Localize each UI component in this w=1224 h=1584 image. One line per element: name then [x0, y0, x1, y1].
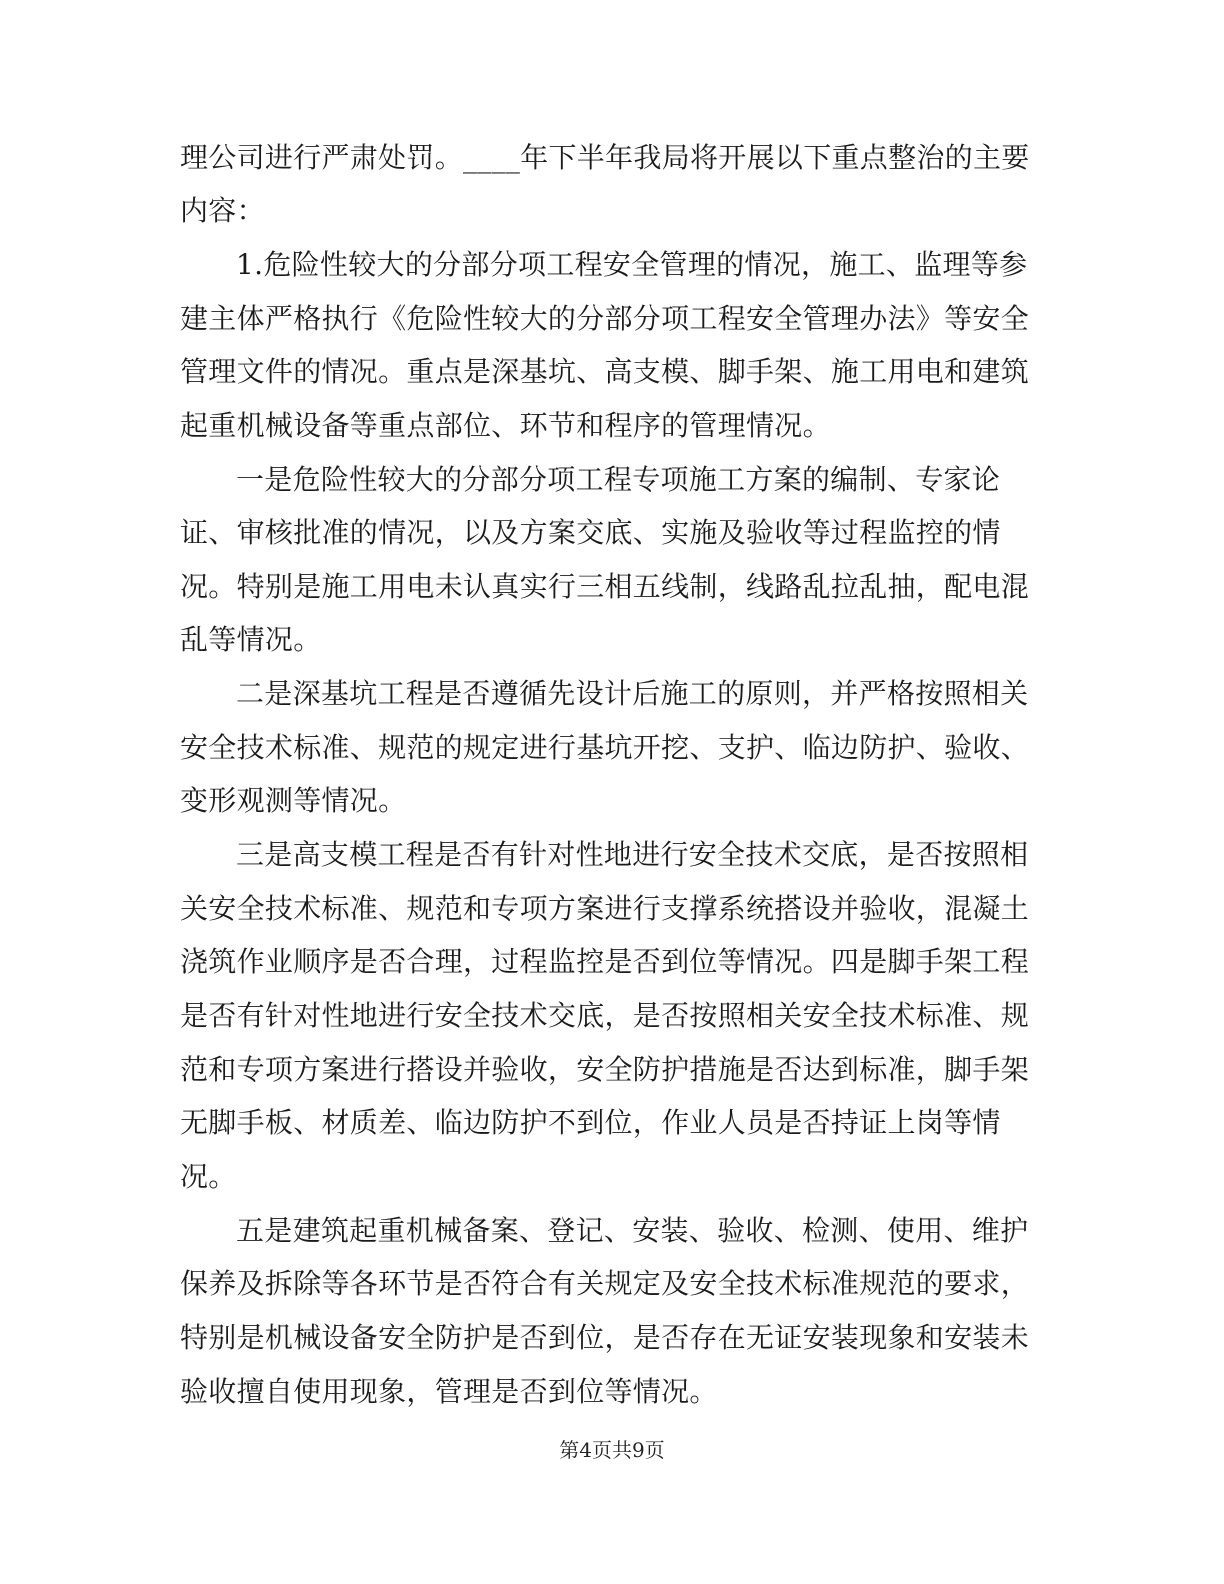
text-line: 验收擅自使用现象，管理是否到位等情况。 — [180, 1375, 718, 1408]
text-line: 二是深基坑工程是否遵循先设计后施工的原则，并严格按照相关 — [236, 677, 1029, 710]
text-line: 保养及拆除等各环节是否符合有关规定及安全技术标准规范的要求， — [180, 1267, 1030, 1300]
text-line: 三是高支模工程是否有针对性地进行安全技术交底，是否按照相 — [236, 838, 1029, 871]
text-line: 况。特别是施工用电未认真实行三相五线制，线路乱拉乱抽，配电混 — [180, 570, 1030, 603]
text-line: 管理文件的情况。重点是深基坑、高支模、脚手架、施工用电和建筑 — [180, 355, 1030, 388]
text-line: 乱等情况。 — [180, 623, 322, 656]
text-line: 一是危险性较大的分部分项工程专项施工方案的编制、专家论 — [236, 463, 1001, 496]
text-line: 安全技术标准、规范的规定进行基坑开挖、支护、临边防护、验收、 — [180, 731, 1030, 764]
page-footer: 第4页共9页 — [559, 1438, 665, 1462]
text-line: 内容： — [180, 194, 265, 227]
text-line: 特别是机械设备安全防护是否到位，是否存在无证安装现象和安装未 — [180, 1321, 1030, 1354]
text-line: 理公司进行严肃处罚。____年下半年我局将开展以下重点整治的主要 — [180, 141, 1030, 174]
text-line: 况。 — [180, 1160, 237, 1193]
text-line: 关安全技术标准、规范和专项方案进行支撑系统搭设并验收，混凝土 — [180, 892, 1030, 925]
text-line: 建主体严格执行《危险性较大的分部分项工程安全管理办法》等安全 — [180, 302, 1030, 335]
text-line: 范和专项方案进行搭设并验收，安全防护措施是否达到标准，脚手架 — [180, 1053, 1030, 1086]
text-line: 变形观测等情况。 — [180, 784, 407, 817]
text-line: 1.危险性较大的分部分项工程安全管理的情况，施工、监理等参 — [236, 248, 1028, 281]
text-line: 五是建筑起重机械备案、登记、安装、验收、检测、使用、维护 — [236, 1214, 1029, 1247]
text-line: 是否有针对性地进行安全技术交底，是否按照相关安全技术标准、规 — [180, 999, 1030, 1032]
text-line: 证、审核批准的情况，以及方案交底、实施及验收等过程监控的情 — [180, 516, 1001, 549]
text-line: 浇筑作业顺序是否合理，过程监控是否到位等情况。四是脚手架工程 — [180, 945, 1030, 978]
text-line: 无脚手板、材质差、临边防护不到位，作业人员是否持证上岗等情 — [180, 1106, 1001, 1139]
text-line: 起重机械设备等重点部位、环节和程序的管理情况。 — [180, 409, 831, 442]
